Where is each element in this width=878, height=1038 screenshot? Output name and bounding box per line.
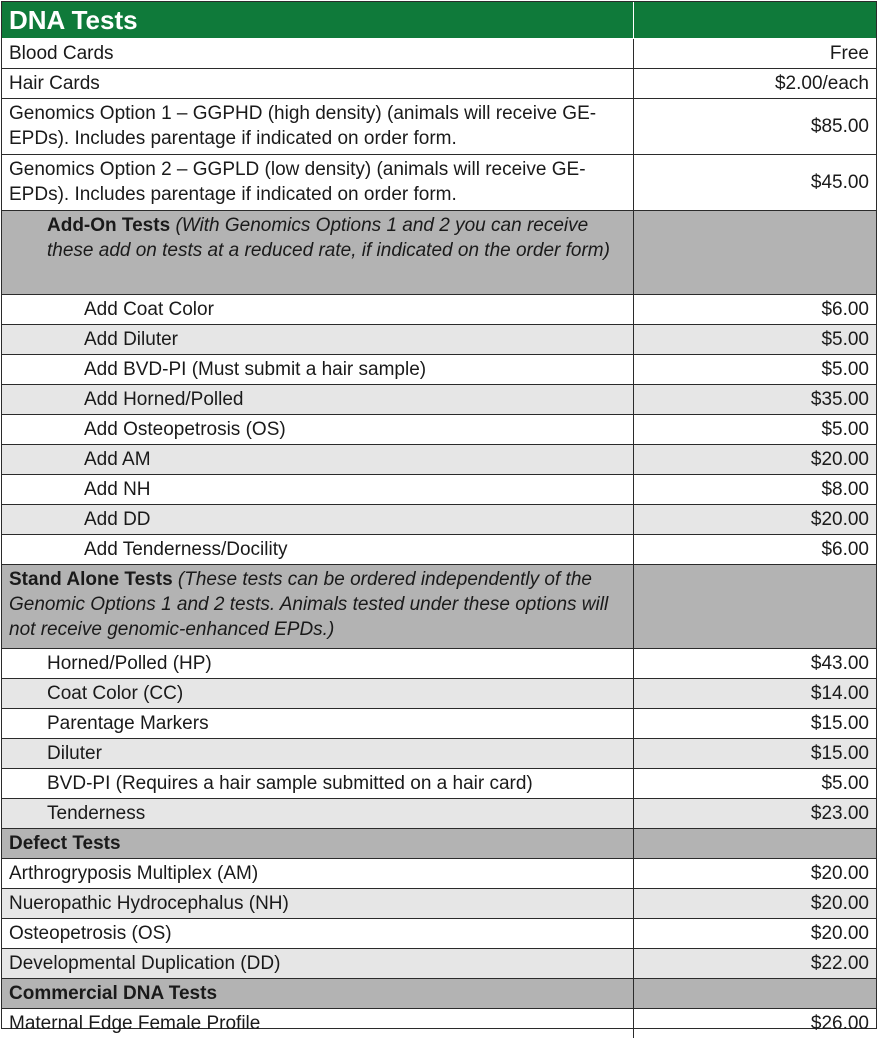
table-row — [2, 99, 876, 155]
row-price: $5.00 — [821, 358, 869, 380]
table-row — [2, 859, 876, 889]
row-label: Add BVD-PI (Must submit a hair sample) — [2, 355, 634, 384]
row-price: $5.00 — [821, 772, 869, 794]
section-heading: Add-On Tests — [47, 215, 171, 236]
row-price: $20.00 — [810, 508, 869, 530]
table-row — [2, 69, 876, 99]
section-note: (These tests can be ordered independently of the Genomic Options 1 and 2 tests. Animals tested under these options will not receive genomic-enhanced EPDs.) — [9, 569, 609, 640]
row-label: Arthrogryposis Multiplex (AM) — [2, 859, 634, 888]
row-price: $2.00/each — [774, 72, 869, 94]
row-label: Add NH — [2, 475, 634, 504]
table-row — [2, 155, 876, 211]
row-label: Add Horned/Polled — [2, 385, 634, 414]
row-label: Parentage Markers — [2, 709, 634, 738]
table-row — [2, 799, 876, 829]
table-row — [2, 919, 876, 949]
table-row — [2, 445, 876, 475]
row-price: $85.00 — [810, 115, 869, 137]
row-label: Diluter — [2, 739, 634, 768]
table-row — [2, 769, 876, 799]
row-price: $23.00 — [810, 802, 869, 824]
row-label: Hair Cards — [2, 69, 634, 98]
row-label: Add Diluter — [2, 325, 634, 354]
table-row — [2, 475, 876, 505]
row-price: $6.00 — [821, 538, 869, 560]
row-price: $43.00 — [810, 652, 869, 674]
table-row — [2, 679, 876, 709]
row-price: $6.00 — [821, 298, 869, 320]
section-heading: Defect Tests — [2, 829, 634, 858]
table-row — [2, 709, 876, 739]
row-label: Add AM — [2, 445, 634, 474]
row-label: Maternal Edge Female Profile — [2, 1009, 634, 1038]
row-label: Osteopetrosis (OS) — [2, 919, 634, 948]
defect-section-header — [2, 829, 876, 859]
row-label: Genomics Option 2 – GGPLD (low density) (animals will receive GE-EPDs). Includes parentage if indicated on order form. — [2, 155, 634, 210]
row-price: $20.00 — [810, 892, 869, 914]
table-row — [2, 535, 876, 565]
table-row — [2, 355, 876, 385]
row-label: Add DD — [2, 505, 634, 534]
row-price: $14.00 — [810, 682, 869, 704]
row-price: $22.00 — [810, 952, 869, 974]
row-label: Add Osteopetrosis (OS) — [2, 415, 634, 444]
row-label: Add Tenderness/Docility — [2, 535, 634, 564]
table-title: DNA Tests — [2, 2, 634, 38]
table-header-row — [2, 2, 876, 39]
table-row — [2, 739, 876, 769]
table-row — [2, 649, 876, 679]
row-price: Free — [829, 42, 869, 64]
standalone-section-header — [2, 565, 876, 649]
row-label: BVD-PI (Requires a hair sample submitted on a hair card) — [2, 769, 634, 798]
row-label: Nueropathic Hydrocephalus (NH) — [2, 889, 634, 918]
table-row — [2, 505, 876, 535]
row-price: $8.00 — [821, 478, 869, 500]
table-row — [2, 415, 876, 445]
dna-tests-price-table — [1, 1, 877, 1034]
row-price: $5.00 — [821, 328, 869, 350]
addon-section-header — [2, 211, 876, 295]
row-label: Genomics Option 1 – GGPHD (high density) (animals will receive GE-EPDs). Includes parentage if indicated on order form. — [2, 99, 634, 154]
section-heading: Stand Alone Tests — [9, 569, 173, 590]
row-price: $5.00 — [821, 418, 869, 440]
row-price: $35.00 — [810, 388, 869, 410]
row-price: $15.00 — [810, 742, 869, 764]
table-row — [2, 39, 876, 69]
row-label: Horned/Polled (HP) — [2, 649, 634, 678]
section-note: (With Genomics Options 1 and 2 you can receive these add on tests at a reduced rate, if indicated on the order form) — [47, 215, 610, 261]
row-price: $15.00 — [810, 712, 869, 734]
row-label: Blood Cards — [2, 39, 634, 68]
row-price: $20.00 — [810, 862, 869, 884]
table-row — [2, 385, 876, 415]
table-row — [2, 295, 876, 325]
row-label: Developmental Duplication (DD) — [2, 949, 634, 978]
section-heading: Commercial DNA Tests — [2, 979, 634, 1008]
row-label: Tenderness — [2, 799, 634, 828]
commercial-section-header — [2, 979, 876, 1009]
table-row — [2, 1009, 876, 1038]
row-price: $20.00 — [810, 922, 869, 944]
table-row — [2, 889, 876, 919]
table-row — [2, 325, 876, 355]
row-price: $26.00 — [810, 1012, 869, 1034]
row-label: Coat Color (CC) — [2, 679, 634, 708]
row-label: Add Coat Color — [2, 295, 634, 324]
row-price: $20.00 — [810, 448, 869, 470]
table-row — [2, 949, 876, 979]
row-price: $45.00 — [810, 171, 869, 193]
